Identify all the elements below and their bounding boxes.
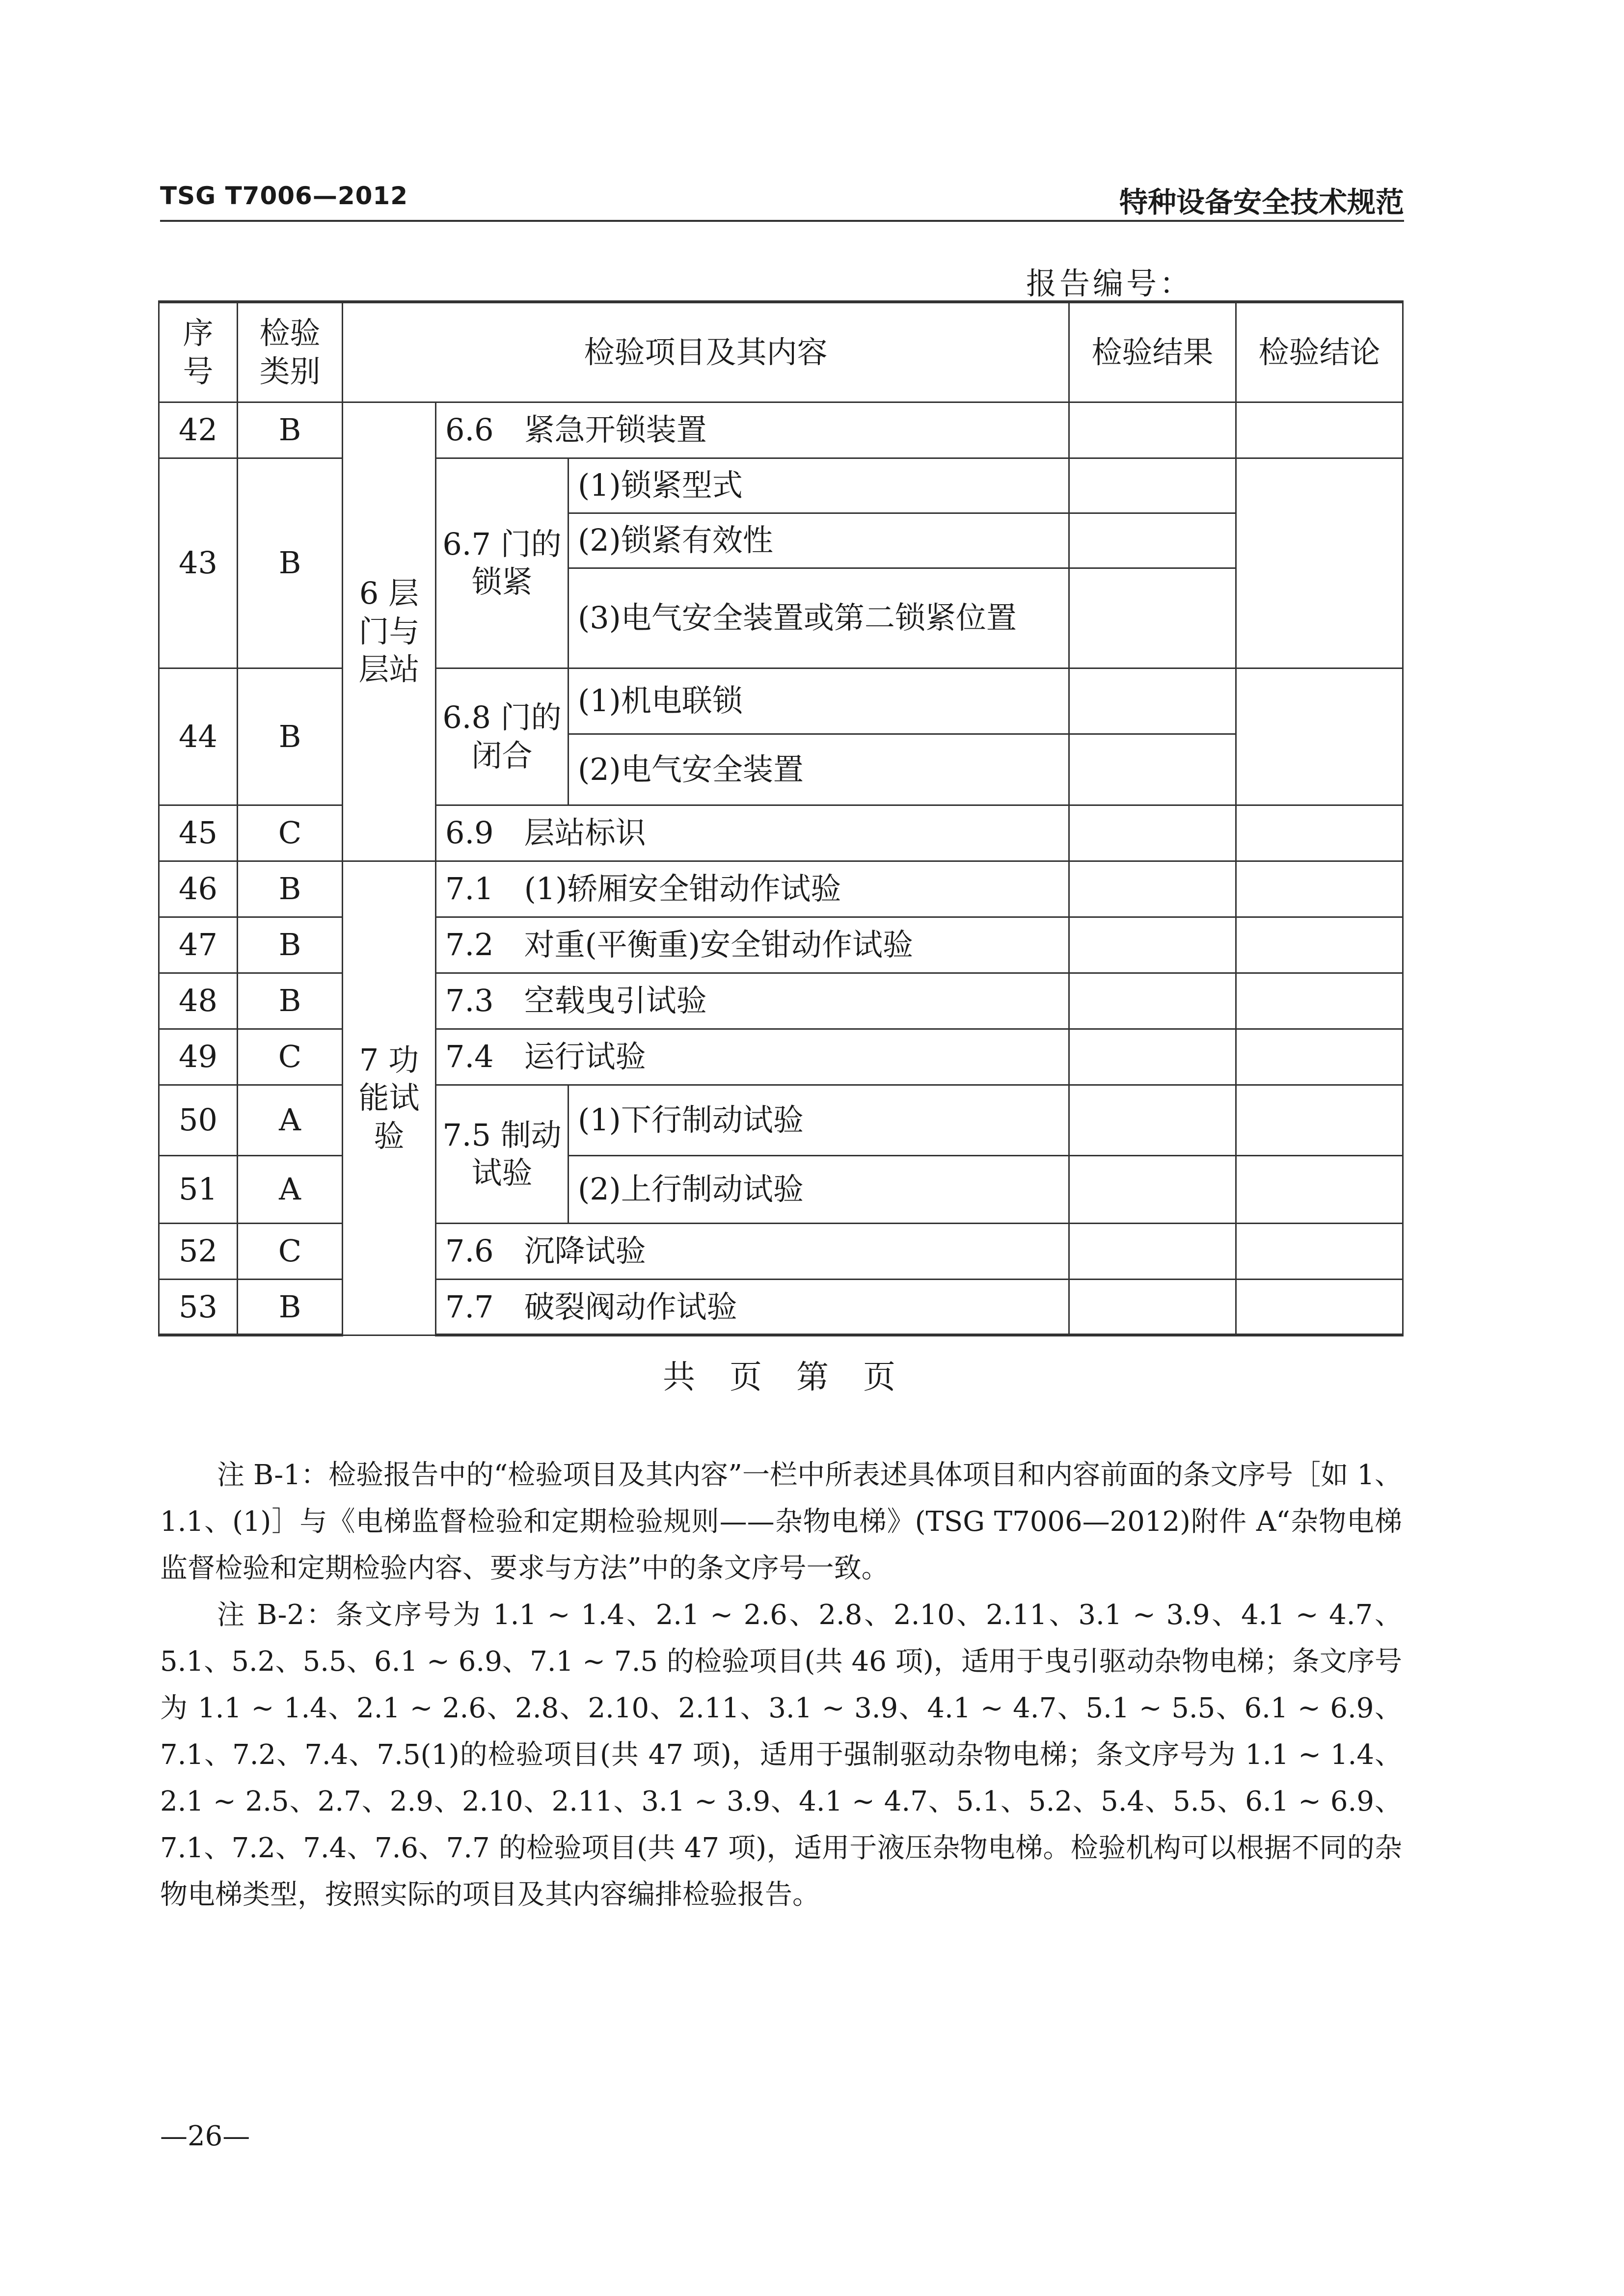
conclusion-cell[interactable] [1236,1279,1403,1335]
row-item: 7.7 破裂阀动作试验 [436,1279,1069,1335]
result-cell[interactable] [1069,1029,1236,1085]
result-cell[interactable] [1069,458,1236,513]
row-seq: 52 [159,1223,238,1279]
row-category: B [238,973,343,1029]
row-category: A [238,1155,343,1223]
conclusion-cell[interactable] [1236,917,1403,973]
header-category: 检验类别 [238,302,343,402]
result-cell[interactable] [1069,1155,1236,1223]
row-category: B [238,668,343,805]
conclusion-cell[interactable] [1236,973,1403,1029]
page-number: —26— [160,2120,250,2152]
row-item: (1)锁紧型式 [568,458,1069,513]
row-category: C [238,1029,343,1085]
row-seq: 42 [159,402,238,458]
row-seq: 51 [159,1155,238,1223]
subgroup-label-7-5: 7.5 制动试验 [436,1085,568,1223]
group-label-6: 6 层门与层站 [343,402,436,861]
doc-code: TSG T7006—2012 [160,182,408,210]
result-cell[interactable] [1069,513,1236,568]
result-cell[interactable] [1069,734,1236,805]
conclusion-cell[interactable] [1236,1085,1403,1155]
row-item: (3)电气安全装置或第二锁紧位置 [568,568,1069,668]
row-category: B [238,458,343,668]
row-item: (1)下行制动试验 [568,1085,1069,1155]
header-result: 检验结果 [1069,302,1236,402]
subgroup-label-6-7: 6.7 门的锁紧 [436,458,568,668]
series-title: 特种设备安全技术规范 [1119,186,1404,219]
inspection-table [158,300,1404,1336]
result-cell[interactable] [1069,668,1236,734]
row-item: 7.4 运行试验 [436,1029,1069,1085]
result-cell[interactable] [1069,1223,1236,1279]
conclusion-cell[interactable] [1236,1223,1403,1279]
result-cell[interactable] [1069,568,1236,668]
header-conclusion: 检验结论 [1236,302,1403,402]
table-row [159,402,1403,458]
result-cell[interactable] [1069,1085,1236,1155]
row-category: B [238,861,343,917]
row-seq: 48 [159,973,238,1029]
result-cell[interactable] [1069,861,1236,917]
row-item: 7.6 沉降试验 [436,1223,1069,1279]
row-seq: 44 [159,668,238,805]
conclusion-cell[interactable] [1236,861,1403,917]
conclusion-cell[interactable] [1236,1029,1403,1085]
result-cell[interactable] [1069,402,1236,458]
note-b1: 注 B-1：检验报告中的“检验项目及其内容”一栏中所表述具体项目和内容前面的条文序号［如 1、1.1、(1)］与《电梯监督检验和定期检验规则——杂物电梯》(TSG T7006—2012)附件 A“杂物电梯监督检验和定期检验内容、要求与方法”中的条文序号一致。 [160,1459,1402,1584]
report-number-label: 报告编号： [1026,266,1193,301]
header-item: 检验项目及其内容 [343,302,1069,402]
row-item: 6.6 紧急开锁装置 [436,402,1069,458]
row-seq: 46 [159,861,238,917]
row-seq: 45 [159,805,238,861]
row-seq: 49 [159,1029,238,1085]
row-seq: 50 [159,1085,238,1155]
row-category: B [238,402,343,458]
table-row [159,861,1403,917]
result-cell[interactable] [1069,917,1236,973]
table-header-row [159,302,1403,402]
conclusion-cell[interactable] [1236,1155,1403,1223]
row-item: (2)锁紧有效性 [568,513,1069,568]
group-label-7: 7 功能试验 [343,861,436,1335]
subgroup-label-6-8: 6.8 门的闭合 [436,668,568,805]
conclusion-cell[interactable] [1236,402,1403,458]
note-b2: 注 B-2：条文序号为 1.1 ~ 1.4、2.1 ~ 2.6、2.8、2.10、2.11、3.1 ~ 3.9、4.1 ~ 4.7、5.1、5.2、5.5、6.1 ~ 6.9、7.1 ~ 7.5 的检验项目(共 46 项)，适用于曳引驱动杂物电梯；条文序号为 1.1 ~ 1.4、2.1 ~ 2.6、2.8、2.10、2.11、3.1 ~ 3.9、4.1 ~ 4.7、5.1 ~ 5.5、6.1 ~ 6.9、7.1、7.2、7.4、7.5(1)的检验项目(共 47 项)，适用于强制驱动杂物电梯；条文序号为 1.1 ~ 1.4、2.1 ~ 2.5、2.7、2.9、2.10、2.11、3.1 ~ 3.9、4.1 ~ 4.7、5.1、5.2、5.4、5.5、6.1 ~ 6.9、7.1、7.2、7.4、7.6、7.7 的检验项目(共 47 项)，适用于液压杂物电梯。检验机构可以根据不同的杂物电梯类型，按照实际的项目及其内容编排检验报告。 [160,1599,1402,1911]
row-category: C [238,805,343,861]
notes-section [160,1452,1402,1918]
result-cell[interactable] [1069,805,1236,861]
row-category: A [238,1085,343,1155]
row-item: 7.2 对重(平衡重)安全钳动作试验 [436,917,1069,973]
conclusion-cell[interactable] [1236,668,1403,805]
row-item: 7.3 空载曳引试验 [436,973,1069,1029]
row-item: (2)上行制动试验 [568,1155,1069,1223]
row-seq: 43 [159,458,238,668]
row-item: 6.9 层站标识 [436,805,1069,861]
header-seq: 序号 [159,302,238,402]
row-category: C [238,1223,343,1279]
row-seq: 53 [159,1279,238,1335]
result-cell[interactable] [1069,1279,1236,1335]
row-seq: 47 [159,917,238,973]
result-cell[interactable] [1069,973,1236,1029]
page-count-line: 共 页 第 页 [663,1358,896,1396]
header-divider [160,220,1404,222]
row-item: (2)电气安全装置 [568,734,1069,805]
conclusion-cell[interactable] [1236,805,1403,861]
row-category: B [238,917,343,973]
row-item: (1)机电联锁 [568,668,1069,734]
row-item: 7.1 (1)轿厢安全钳动作试验 [436,861,1069,917]
row-category: B [238,1279,343,1335]
conclusion-cell[interactable] [1236,458,1403,668]
